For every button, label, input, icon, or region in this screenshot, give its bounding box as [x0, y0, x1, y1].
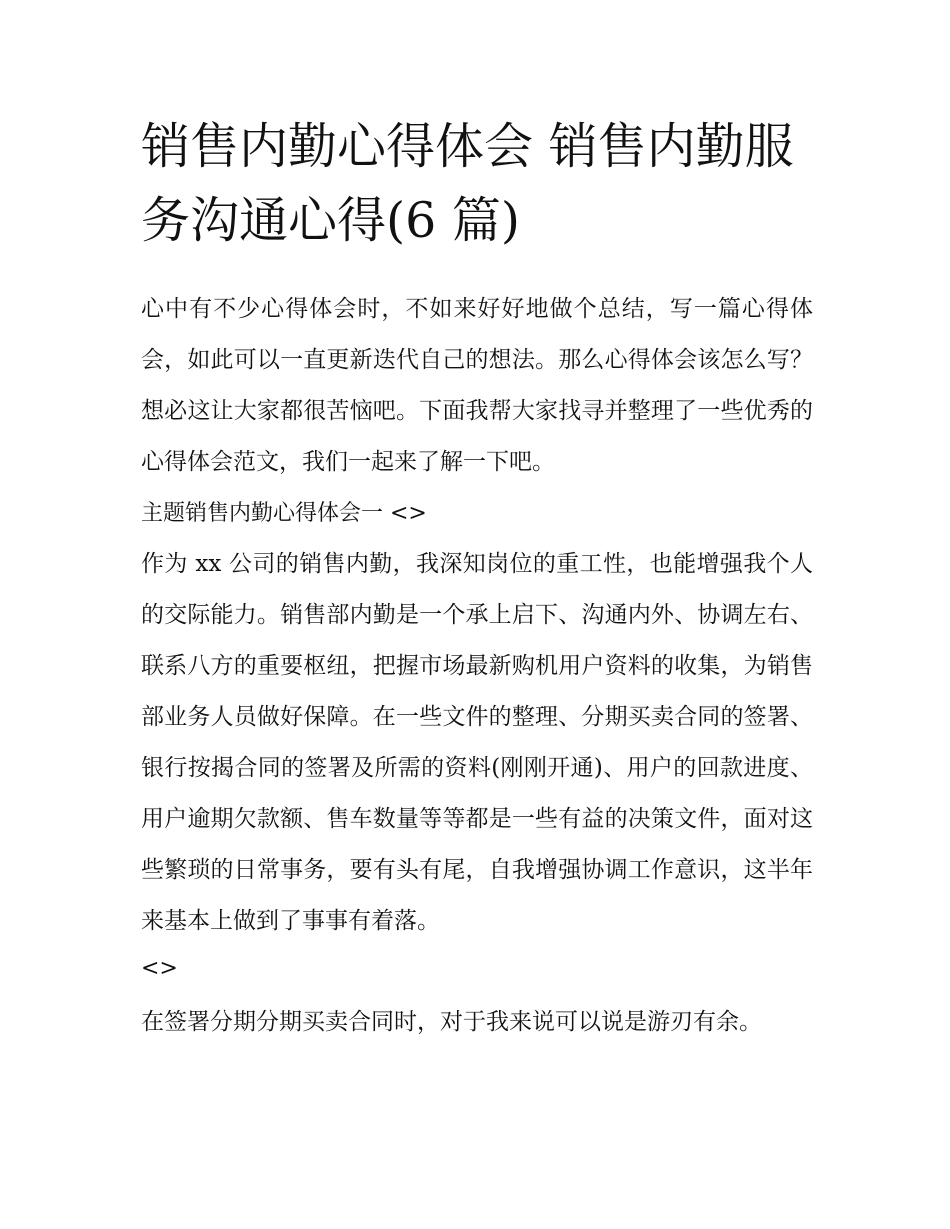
last-paragraph: 在签署分期分期买卖合同时，对于我来说可以说是游刃有余。 [141, 1009, 762, 1035]
section-marker: <> [141, 956, 178, 981]
section-heading: 主题销售内勤心得体会一 <> [141, 501, 427, 526]
document-title: 销售内勤心得体会 销售内勤服务沟通心得(6 篇) [141, 118, 794, 249]
intro-paragraph: 心中有不少心得体会时，不如来好好地做个总结，写一篇心得体会，如此可以一直更新迭代自己的想法。那么心得体会该怎么写？想必这让大家都很苦恼吧。下面我帮大家找寻并整理了一些优秀的心得体会范文，我们一起来了解一下吧。 [141, 296, 813, 475]
document-page [141, 110, 813, 1048]
body-paragraph: 作为 xx 公司的销售内勤，我深知岗位的重工性，也能增强我个人的交际能力。销售部内勤是一个承上启下、沟通内外、协调左右、联系八方的重要枢纽，把握市场最新购机用户资料的收集，为销售部业务人员做好保障。在一些文件的整理、分期买卖合同的签署、银行按揭合同的签署及所需的资料(刚刚开通)、用户的回款进度、用户逾期欠款额、售车数量等等都是一些有益的决策文件，面对这些繁琐的日常事务，要有头有尾，自我增强协调工作意识，这半年来基本上做到了事事有着落。 [141, 551, 813, 934]
